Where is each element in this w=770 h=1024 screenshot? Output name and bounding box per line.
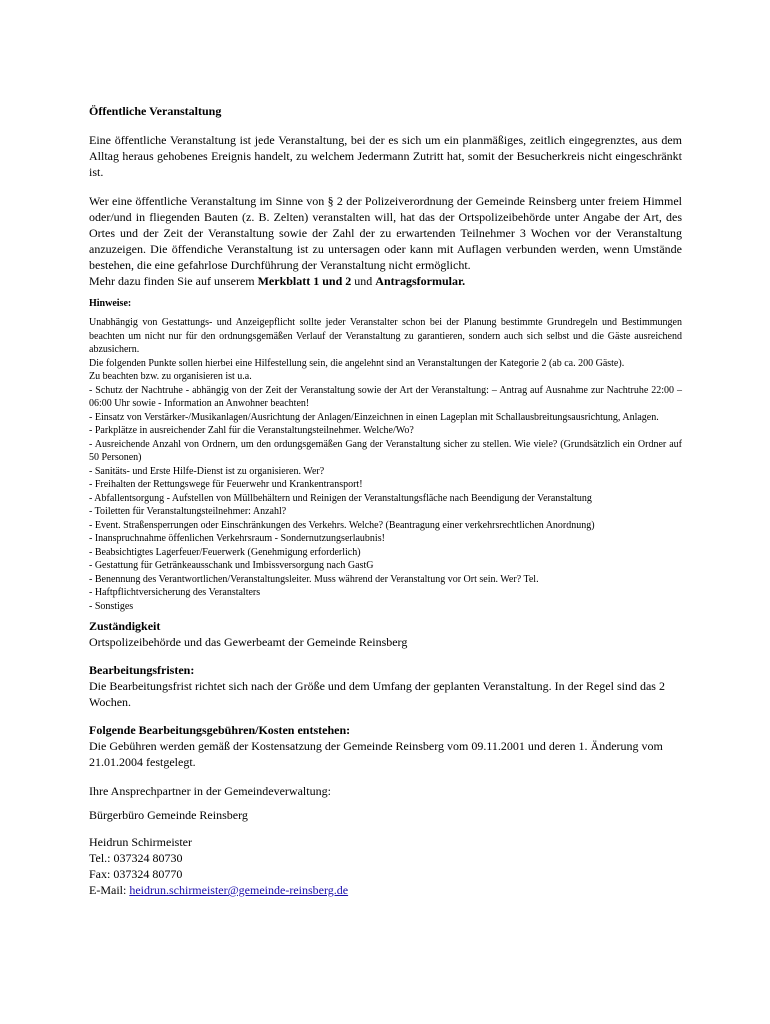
notice-paragraph: Wer eine öffentliche Veranstaltung im Sinne von § 2 der Polizeiverordnung der Gemeinde Reinsberg unter freiem Himmel oder/und in fliegenden Bauten (z. B. Zelten) veranstalten will, hat das der Ortspolizeibehörde unter Angabe der Art, des Ortes und der Zeit der Veranstaltung sowie der Zahl der zu erwartenden Teilnehmer 3 Wochen vor der Veranstaltung anzuzeigen. Die öffendiche Veranstaltung ist zu untersagen oder kann mit Auflagen verbunden werden, wenn Umstände bestehen, die eine gefahrlose Durchführung der Veranstaltung nicht ermöglicht. [89,194,682,272]
list-item: - Haftpflichtversicherung des Veranstalters [89,587,261,598]
contact-block [89,834,682,898]
list-item: - Sonstiges [89,600,134,612]
more-info-und: und [351,274,376,288]
list-item: - Abfallentsorgung - Aufstellen von Müllbehältern und Reinigen der Veranstaltungsfläche nach Beendigung der Veranstaltung [89,492,592,504]
list-item: - Einsatz von Verstärker-/Musikanlagen/Ausrichtung der Anlagen/Einzeichnen in einen Lageplan mit Schallausbreitungsausrichtung, Anlagen. [89,411,659,423]
antragsformular-link[interactable]: Antragsformular. [375,274,466,288]
fristen-text: Die Bearbeitungsfrist richtet sich nach der Größe und dem Umfang der geplanten Veranstaltung. In der Regel sind das 2 Wochen. [89,679,665,709]
list-item: - Gestattung für Getränkeausschank und Imbissversorgung nach GastG [89,560,374,571]
intro-paragraph: Eine öffentliche Veranstaltung ist jede Veranstaltung, bei der es sich um ein planmäßiges, zeitlich eingegrenztes, aus dem Alltag heraus gehobenes Ereignis handelt, zu welchem Jedermann Zutritt hat, somit der Besucherkreis nicht eingeschränkt ist. [89,133,682,179]
gebuehren-text: Die Gebühren werden gemäß der Kostensatzung der Gemeinde Reinsberg vom 09.11.2001 und deren 1. Änderung vom 21.01.2004 festgelegt. [89,739,663,769]
contact-name: Heidrun Schirmeister [89,835,192,849]
contact-intro: Ihre Ansprechpartner in der Gemeindeverwaltung: [89,784,331,798]
list-item: - Event. Straßensperrungen oder Einschränkungen des Verkehrs. Welche? (Beantragung einer verkehrsrechtlichen Anordnung) [89,519,595,531]
more-info-prefix: Mehr dazu finden Sie auf unserem [89,274,258,288]
zustaendigkeit-text: Ortspolizeibehörde und das Gewerbeamt der Gemeinde Reinsberg [89,635,408,649]
list-item: - Sanitäts- und Erste Hilfe-Dienst ist zu organisieren. Wer? [89,465,325,477]
list-item: - Schutz der Nachtruhe - abhängig von der Zeit der Veranstaltung sowie der Art der Veranstaltung: – Antrag auf Ausnahme zur Nachtruhe 22:00 – 06:00 Uhr sowie - Information an Anwohner beachten! [89,384,682,409]
hinweise-help: Die folgenden Punkte sollen hierbei eine Hilfestellung sein, die angelehnt sind an Veranstaltungen der Kategorie 2 (ab ca. 200 Gäste). [89,357,625,369]
contact-tel: Tel.: 037324 80730 [89,851,183,865]
document-page [89,102,682,898]
list-item: - Benennung des Verantwortlichen/Veranstaltungsleiter. Muss während der Veranstaltung vor Ort sein. Wer? Tel. [89,573,539,585]
fristen-heading: Bearbeitungsfristen: [89,663,195,677]
list-item: - Parkplätze in ausreichender Zahl für die Veranstaltungsteilnehmer. Welche/Wo? [89,425,414,436]
page-title: Öffentliche Veranstaltung [89,104,222,118]
office-name: Bürgerbüro Gemeinde Reinsberg [89,808,248,822]
list-item: - Freihalten der Rettungswege für Feuerwehr und Krankentransport! [89,479,363,490]
list-item: - Toiletten für Veranstaltungsteilnehmer: Anzahl? [89,506,287,517]
hinweise-list [89,384,682,614]
list-item: - Inanspruchnahme öffenlichen Verkehrsraum - Sondernutzungserlaubnis! [89,533,385,544]
contact-email-line [89,882,682,898]
more-info-line [89,273,682,289]
zustaendigkeit-heading: Zuständigkeit [89,619,161,633]
email-link[interactable]: heidrun.schirmeister@gemeinde-reinsberg.de [129,883,349,897]
gebuehren-heading: Folgende Bearbeitungsgebühren/Kosten entstehen: [89,723,351,737]
contact-fax: Fax: 037324 80770 [89,867,183,881]
hinweise-intro: Unabhängig von Gestattungs- und Anzeigepflicht sollte jeder Veranstalter schon bei der Planung bestimmte Grundregeln und Bestimmungen beachten um nicht nur für den ordnungsgemäßen Verlauf der Veranstaltung zu garantieren, sondern auch sich selbst und die Gäste ausreichend abzusichern. [89,317,682,355]
list-item: - Beabsichtigtes Lagerfeuer/Feuerwerk (Genehmigung erforderlich) [89,546,361,558]
email-label: E-Mail: [89,883,130,897]
hinweise-section [89,316,682,613]
hinweise-beachten: Zu beachten bzw. zu organisieren ist u.a. [89,371,252,382]
hinweise-label: Hinweise: [89,298,132,309]
list-item: - Ausreichende Anzahl von Ordnern, um den ordungsgemäßen Gang der Veranstaltung sicher zu stellen. Wie viele? (Grundsätzlich ein Ordner auf 50 Personen) [89,438,682,463]
merkblatt-link[interactable]: Merkblatt 1 und 2 [257,274,352,288]
